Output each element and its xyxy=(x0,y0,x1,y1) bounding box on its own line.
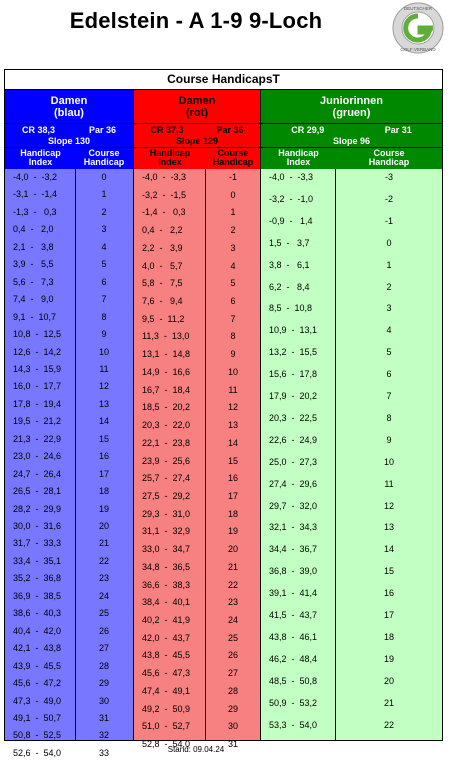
course-handicap-value: 11 xyxy=(384,478,394,489)
handicap-index-range: 2,1 - 3,8 xyxy=(13,241,54,252)
course-handicap-value: 25 xyxy=(227,632,238,643)
handicap-index-range: 25,0 - 27,3 xyxy=(269,456,318,467)
handicap-index-column xyxy=(5,169,76,758)
handicap-index-range: 50,8 - 52,5 xyxy=(13,730,62,741)
course-handicap-value: 0 xyxy=(101,172,107,182)
course-handicap-value: 9 xyxy=(230,349,236,360)
handicap-index-range: 0,4 - 2,0 xyxy=(13,224,54,235)
course-handicap-value: -2 xyxy=(384,193,393,204)
handicap-index-range: 20,3 - 22,0 xyxy=(142,420,191,431)
handicap-index-range: 30,0 - 31,6 xyxy=(13,521,62,531)
course-rating-block xyxy=(261,124,442,148)
handicap-index-range: 51,0 - 52,7 xyxy=(142,721,191,732)
handicap-index-range: -3,2 - -1,5 xyxy=(142,189,187,200)
tee-name: Damen (rot) xyxy=(134,90,260,124)
course-handicap-value: 12 xyxy=(227,402,238,413)
course-handicap-column xyxy=(336,169,442,740)
course-handicap-value: 20 xyxy=(227,544,238,555)
handicap-index-range: 24,7 - 26,4 xyxy=(13,468,62,479)
handicap-index-range: 8,5 - 10,8 xyxy=(269,303,313,314)
course-handicap-value: 26 xyxy=(98,625,109,636)
course-handicap-value: 5 xyxy=(101,259,107,270)
course-handicap-header: Course Handicap xyxy=(83,148,125,167)
course-rating: CR 29,9 xyxy=(291,125,325,135)
table-title: Course HandicapsT xyxy=(5,70,442,90)
course-handicap-value: 3 xyxy=(230,242,236,253)
handicap-index-range: 48,5 - 50,8 xyxy=(269,675,318,686)
handicap-index-range: 25,7 - 27,4 xyxy=(142,473,191,484)
handicap-index-range: 3,9 - 5,5 xyxy=(13,259,54,270)
course-handicap-value: 8 xyxy=(230,331,236,342)
handicap-index-range: 33,0 - 34,7 xyxy=(142,544,191,555)
handicap-index-range: -4,0 - -3,2 xyxy=(13,172,58,182)
course-handicap-value: 10 xyxy=(98,346,109,357)
course-handicap-header: Course Handicap xyxy=(368,148,410,167)
course-handicap-value: 33 xyxy=(98,747,109,758)
handicap-index-range: 5,6 - 7,3 xyxy=(13,276,54,287)
handicap-index-range: 40,2 - 41,9 xyxy=(142,615,191,625)
handicap-index-range: 49,2 - 50,9 xyxy=(142,703,191,714)
handicap-index-range: 19,5 - 21,2 xyxy=(13,416,62,427)
course-handicap-value: 2 xyxy=(386,281,392,292)
course-handicap-value: -1 xyxy=(384,215,393,226)
course-rating-block xyxy=(5,124,133,148)
course-handicap-value: 1 xyxy=(386,259,392,270)
course-handicap-value: 10 xyxy=(227,366,238,377)
tee-name: Damen (blau) xyxy=(5,90,133,124)
handicap-index-range: 17,9 - 20,2 xyxy=(269,391,318,401)
handicap-index-range: 36,8 - 39,0 xyxy=(269,566,318,577)
handicap-index-range: -4,0 - -3,3 xyxy=(269,172,314,182)
course-handicap-value: 14 xyxy=(383,544,394,555)
handicap-index-range: 41,5 - 43,7 xyxy=(269,610,318,620)
handicap-index-range: 13,2 - 15,5 xyxy=(269,347,318,358)
handicap-index-range: 43,8 - 45,5 xyxy=(142,650,191,661)
course-handicap-value: 31 xyxy=(98,712,109,723)
handicap-index-range: 52,8 - 54,0 xyxy=(142,739,191,750)
course-handicap-column xyxy=(206,169,260,750)
course-handicap-value: 16 xyxy=(383,588,394,599)
handicap-index-range: 15,6 - 17,8 xyxy=(269,369,318,380)
course-handicap-value: 0 xyxy=(386,237,392,248)
column-headers xyxy=(261,148,442,169)
course-handicap-value: 3 xyxy=(101,224,107,235)
handicap-index-range: 2,2 - 3,9 xyxy=(142,242,183,253)
handicap-index-range: 29,3 - 31,0 xyxy=(142,508,191,519)
course-handicap-value: 27 xyxy=(98,643,109,654)
handicap-index-range: 23,9 - 25,6 xyxy=(142,455,191,466)
handicap-index-range: 9,1 - 10,7 xyxy=(13,311,57,322)
handicap-index-range: 33,4 - 35,1 xyxy=(13,555,62,566)
course-handicap-value: 4 xyxy=(230,260,236,271)
handicap-index-range: 34,8 - 36,5 xyxy=(142,561,191,572)
handicap-index-column xyxy=(134,169,206,750)
handicap-index-range: 46,2 - 48,4 xyxy=(269,653,318,664)
handicap-index-range: -3,1 - -1,4 xyxy=(13,189,58,200)
handicap-index-header: Handicap Index xyxy=(278,148,319,167)
course-handicap-value: 17 xyxy=(227,490,238,501)
par: Par 31 xyxy=(384,125,412,135)
course-handicap-value: 13 xyxy=(227,420,238,431)
handicap-index-range: 31,1 - 32,9 xyxy=(142,526,191,537)
handicap-index-range: 7,6 - 9,4 xyxy=(142,296,183,307)
course-handicap-value: 30 xyxy=(227,721,238,732)
course-handicap-value: 3 xyxy=(386,303,392,314)
handicap-index-range: 39,1 - 41,4 xyxy=(269,588,318,599)
course-handicap-value: 5 xyxy=(230,278,236,289)
course-handicap-header: Course Handicap xyxy=(212,148,254,167)
course-handicap-value: 19 xyxy=(227,526,238,537)
handicap-index-range: 42,1 - 43,8 xyxy=(13,643,62,654)
handicap-index-range: 27,4 - 29,6 xyxy=(269,478,318,489)
course-handicap-value: 26 xyxy=(227,650,238,661)
course-rating-block xyxy=(134,124,260,148)
course-handicap-value: 30 xyxy=(98,695,109,706)
column-headers xyxy=(5,148,133,169)
course-handicap-value: 18 xyxy=(383,631,394,642)
svg-text:GOLF VERBAND: GOLF VERBAND xyxy=(400,47,436,52)
handicap-index-range: 26,5 - 28,1 xyxy=(13,486,62,497)
par: Par 36 xyxy=(216,125,244,135)
handicap-index-range: 38,6 - 40,3 xyxy=(13,608,62,619)
tee-rows xyxy=(261,169,442,740)
course-handicap-value: 11 xyxy=(99,363,109,374)
tee-column-blau xyxy=(5,90,133,758)
handicap-index-range: -4,0 - -3,3 xyxy=(142,172,187,182)
course-handicap-value: 20 xyxy=(98,521,109,531)
course-handicap-value: 21 xyxy=(98,538,109,549)
course-handicap-value: 4 xyxy=(386,325,392,336)
slope: Slope 96 xyxy=(332,136,370,146)
course-handicap-value: 17 xyxy=(98,468,109,479)
slope: Slope 130 xyxy=(47,136,91,146)
tee-name: Juniorinnen (gruen) xyxy=(261,90,442,124)
handicap-index-range: 27,5 - 29,2 xyxy=(142,490,191,501)
handicap-index-range: 47,4 - 49,1 xyxy=(142,685,191,696)
handicap-index-column xyxy=(261,169,336,740)
handicap-index-range: 29,7 - 32,0 xyxy=(269,500,318,511)
course-rating: CR 37,3 xyxy=(150,125,184,135)
course-handicap-value: 7 xyxy=(230,313,236,324)
handicap-index-range: 14,9 - 16,6 xyxy=(142,366,191,377)
handicap-index-range: 13,1 - 14,8 xyxy=(142,349,191,360)
slope: Slope 129 xyxy=(175,136,219,146)
handicap-index-range: 12,6 - 14,2 xyxy=(13,346,62,357)
course-handicap-value: 12 xyxy=(98,381,109,392)
course-handicap-value: 18 xyxy=(227,508,238,519)
handicap-index-range: 22,6 - 24,9 xyxy=(269,434,318,445)
course-handicap-value: 22 xyxy=(227,579,238,590)
handicap-index-range: 47,3 - 49,0 xyxy=(13,695,62,706)
course-handicap-value: 29 xyxy=(227,703,238,714)
handicap-index-range: 31,7 - 33,3 xyxy=(13,538,62,549)
handicap-index-range: 35,2 - 36,8 xyxy=(13,573,62,584)
handicap-index-range: -1,3 - 0,3 xyxy=(13,206,57,217)
course-handicap-value: 28 xyxy=(98,660,109,671)
course-handicap-value: 23 xyxy=(98,573,109,584)
course-handicap-value: 13 xyxy=(98,398,109,409)
course-handicap-value: 7 xyxy=(101,294,107,305)
handicap-index-range: 3,8 - 6,1 xyxy=(269,259,310,270)
course-handicap-value: 21 xyxy=(227,561,238,572)
course-handicap-value: 0 xyxy=(230,189,236,200)
course-handicap-value: -3 xyxy=(384,172,393,182)
handicap-index-range: 32,1 - 34,3 xyxy=(269,522,318,533)
handicap-index-range: 10,8 - 12,5 xyxy=(13,329,62,340)
course-handicap-value: 16 xyxy=(227,473,238,484)
course-handicap-value: 32 xyxy=(98,730,109,741)
handicap-index-range: 9,5 - 11,2 xyxy=(142,313,185,324)
handicap-index-range: -0,9 - 1,4 xyxy=(269,215,313,226)
course-handicap-value: 5 xyxy=(386,347,392,358)
course-handicap-value: 22 xyxy=(98,555,109,566)
handicap-index-range: 53,3 - 54,0 xyxy=(269,719,318,730)
handicap-index-range: 43,9 - 45,5 xyxy=(13,660,62,671)
handicap-index-range: 43,8 - 46,1 xyxy=(269,631,318,642)
handicap-index-range: 11,3 - 13,0 xyxy=(142,331,190,342)
column-headers xyxy=(134,148,260,169)
course-handicap-value: 18 xyxy=(98,486,109,497)
handicap-index-range: 42,0 - 43,7 xyxy=(142,632,191,643)
course-handicap-value: 24 xyxy=(227,615,238,625)
course-handicap-value: 6 xyxy=(101,276,107,287)
handicap-index-range: 1,5 - 3,7 xyxy=(269,237,310,248)
course-handicap-value: -1 xyxy=(228,172,237,182)
course-handicap-value: 16 xyxy=(98,451,109,462)
handicap-index-range: 0,4 - 2,2 xyxy=(142,225,183,236)
course-handicap-value: 22 xyxy=(383,719,394,730)
course-handicap-column xyxy=(76,169,132,758)
course-handicap-value: 11 xyxy=(228,384,238,395)
course-handicap-value: 15 xyxy=(227,455,238,466)
course-handicap-value: 28 xyxy=(227,685,238,696)
handicap-index-range: 49,1 - 50,7 xyxy=(13,712,62,723)
page-title: Edelstein - A 1-9 9-Loch xyxy=(69,8,323,33)
course-handicap-value: 12 xyxy=(383,500,394,511)
handicap-index-range: 17,8 - 19,4 xyxy=(13,398,62,409)
course-handicap-value: 2 xyxy=(101,206,107,217)
course-handicap-value: 7 xyxy=(386,391,392,401)
stand-date: Stand: 09.04.24 xyxy=(167,745,225,754)
course-handicap-value: 15 xyxy=(383,566,394,577)
handicap-index-range: 45,6 - 47,2 xyxy=(13,678,62,689)
course-handicap-value: 14 xyxy=(227,437,238,448)
handicap-index-range: 7,4 - 9,0 xyxy=(13,294,54,305)
handicap-index-range: 16,7 - 18,4 xyxy=(142,384,191,395)
handicap-index-header: Handicap Index xyxy=(149,148,191,167)
svg-text:DEUTSCHER: DEUTSCHER xyxy=(403,6,433,11)
course-handicap-value: 9 xyxy=(101,329,107,340)
handicap-index-range: 16,0 - 17,7 xyxy=(13,381,62,392)
course-handicap-value: 24 xyxy=(98,590,109,601)
handicap-index-range: 50,9 - 53,2 xyxy=(269,697,318,708)
tee-column-gruen xyxy=(260,90,442,740)
course-handicap-value: 17 xyxy=(383,610,394,620)
course-handicap-value: 4 xyxy=(101,241,107,252)
handicap-index-range: 28,2 - 29,9 xyxy=(13,503,62,514)
course-handicap-value: 8 xyxy=(386,412,392,423)
course-handicap-value: 2 xyxy=(230,225,236,236)
handicap-index-range: 5,8 - 7,5 xyxy=(142,278,183,289)
course-handicap-value: 13 xyxy=(383,522,394,533)
course-handicap-value: 23 xyxy=(227,597,238,608)
course-handicap-value: 14 xyxy=(98,416,109,427)
course-handicap-value: 29 xyxy=(98,678,109,689)
handicap-index-range: 36,6 - 38,3 xyxy=(142,579,191,590)
course-handicap-value: 20 xyxy=(383,675,394,686)
course-handicap-value: 8 xyxy=(101,311,107,322)
handicap-index-range: 6,2 - 8,4 xyxy=(269,281,310,292)
course-handicap-value: 31 xyxy=(227,739,238,750)
handicap-index-range: 38,4 - 40,1 xyxy=(142,597,191,608)
handicap-index-range: 34,4 - 36,7 xyxy=(269,544,318,555)
course-handicap-value: 19 xyxy=(98,503,109,514)
handicap-index-range: 14,3 - 15,9 xyxy=(13,363,62,374)
handicap-index-range: 52,6 - 54,0 xyxy=(13,747,62,758)
handicap-index-range: 20,3 - 22,5 xyxy=(269,412,318,423)
course-handicap-value: 1 xyxy=(101,189,107,200)
course-rating: CR 38,3 xyxy=(21,125,56,135)
handicap-index-range: 18,5 - 20,2 xyxy=(142,402,191,413)
par: Par 36 xyxy=(88,125,117,135)
dgv-logo-icon xyxy=(392,2,444,54)
handicap-index-range: 23,0 - 24,6 xyxy=(13,451,62,462)
course-handicap-value: 10 xyxy=(383,456,394,467)
handicap-index-range: -1,4 - 0,3 xyxy=(142,207,186,218)
handicap-index-range: -3,2 - -1,0 xyxy=(269,193,314,204)
course-handicap-value: 19 xyxy=(383,653,394,664)
tee-rows xyxy=(5,169,133,758)
handicap-index-range: 21,3 - 22,9 xyxy=(13,433,62,444)
handicap-index-range: 40,4 - 42,0 xyxy=(13,625,62,636)
course-handicap-value: 9 xyxy=(386,434,392,445)
course-handicap-value: 6 xyxy=(230,296,236,307)
handicap-index-range: 45,6 - 47,3 xyxy=(142,668,191,679)
handicap-index-range: 10,9 - 13,1 xyxy=(269,325,318,336)
handicap-index-range: 4,0 - 5,7 xyxy=(142,260,183,271)
course-handicap-value: 27 xyxy=(227,668,238,679)
handicap-index-range: 22,1 - 23,8 xyxy=(142,437,191,448)
course-handicap-value: 25 xyxy=(98,608,109,619)
handicap-index-range: 36,9 - 38,5 xyxy=(13,590,62,601)
course-handicap-value: 15 xyxy=(98,433,109,444)
course-handicap-value: 1 xyxy=(230,207,236,218)
course-handicap-value: 6 xyxy=(386,369,392,380)
handicap-index-header: Handicap Index xyxy=(20,148,61,167)
course-handicap-value: 21 xyxy=(383,697,394,708)
